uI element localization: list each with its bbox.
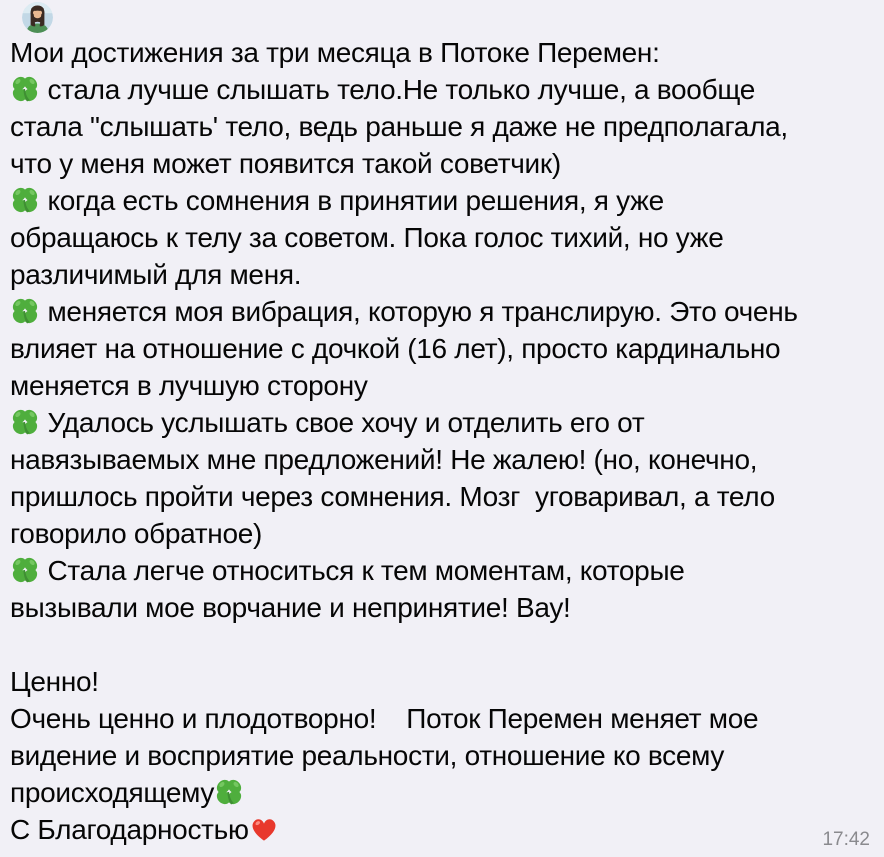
message-line: навязываемых мне предложений! Не жалею! (но, конечно, xyxy=(10,444,758,475)
avatar[interactable] xyxy=(22,2,53,33)
clover-emoji-icon xyxy=(10,407,40,437)
clover-emoji-icon xyxy=(10,74,40,104)
heart-emoji-icon xyxy=(249,814,279,844)
message-line: стала "слышать' тело, ведь раньше я даже не предполагала, xyxy=(10,111,788,142)
message-line: что у меня может появится такой советчик) xyxy=(10,148,561,179)
avatar-photo-icon xyxy=(22,2,53,33)
message-line: меняется моя вибрация, которую я транслирую. Это очень xyxy=(10,293,876,330)
message-line: С Благодарностью xyxy=(10,811,876,848)
message-line: когда есть сомнения в принятии решения, я уже xyxy=(10,182,876,219)
message-line: говорило обратное) xyxy=(10,518,263,549)
message-line xyxy=(10,626,876,663)
clover-emoji-icon xyxy=(10,555,40,585)
message-line: Очень ценно и плодотворно! Поток Перемен меняет мое xyxy=(10,703,759,734)
clover-emoji-icon xyxy=(214,777,244,807)
message-line: пришлось пройти через сомнения. Мозг уговаривал, а тело xyxy=(10,481,775,512)
message-line: стала лучше слышать тело.Не только лучше, а вообще xyxy=(10,71,876,108)
message-line: вызывали мое ворчание и непринятие! Вау! xyxy=(10,592,571,623)
message-line: видение и восприятие реальности, отношение ко всему xyxy=(10,740,725,771)
clover-emoji-icon xyxy=(10,296,40,326)
message-line: обращаюсь к телу за советом. Пока голос тихий, но уже xyxy=(10,222,724,253)
message-line: влияет на отношение с дочкой (16 лет), просто кардинально xyxy=(10,333,781,364)
clover-emoji-icon xyxy=(10,185,40,215)
message-line: меняется в лучшую сторону xyxy=(10,370,368,401)
timestamp: 17:42 xyxy=(822,829,870,850)
message-line: происходящему xyxy=(10,774,876,811)
message-line: Удалось услышать свое хочу и отделить его от xyxy=(10,404,876,441)
message-text[interactable] xyxy=(10,34,876,848)
message-line: Стала легче относиться к тем моментам, которые xyxy=(10,552,876,589)
message-line: различимый для меня. xyxy=(10,259,302,290)
message-line: Мои достижения за три месяца в Потоке Перемен: xyxy=(10,37,660,68)
message-line: Ценно! xyxy=(10,666,99,697)
